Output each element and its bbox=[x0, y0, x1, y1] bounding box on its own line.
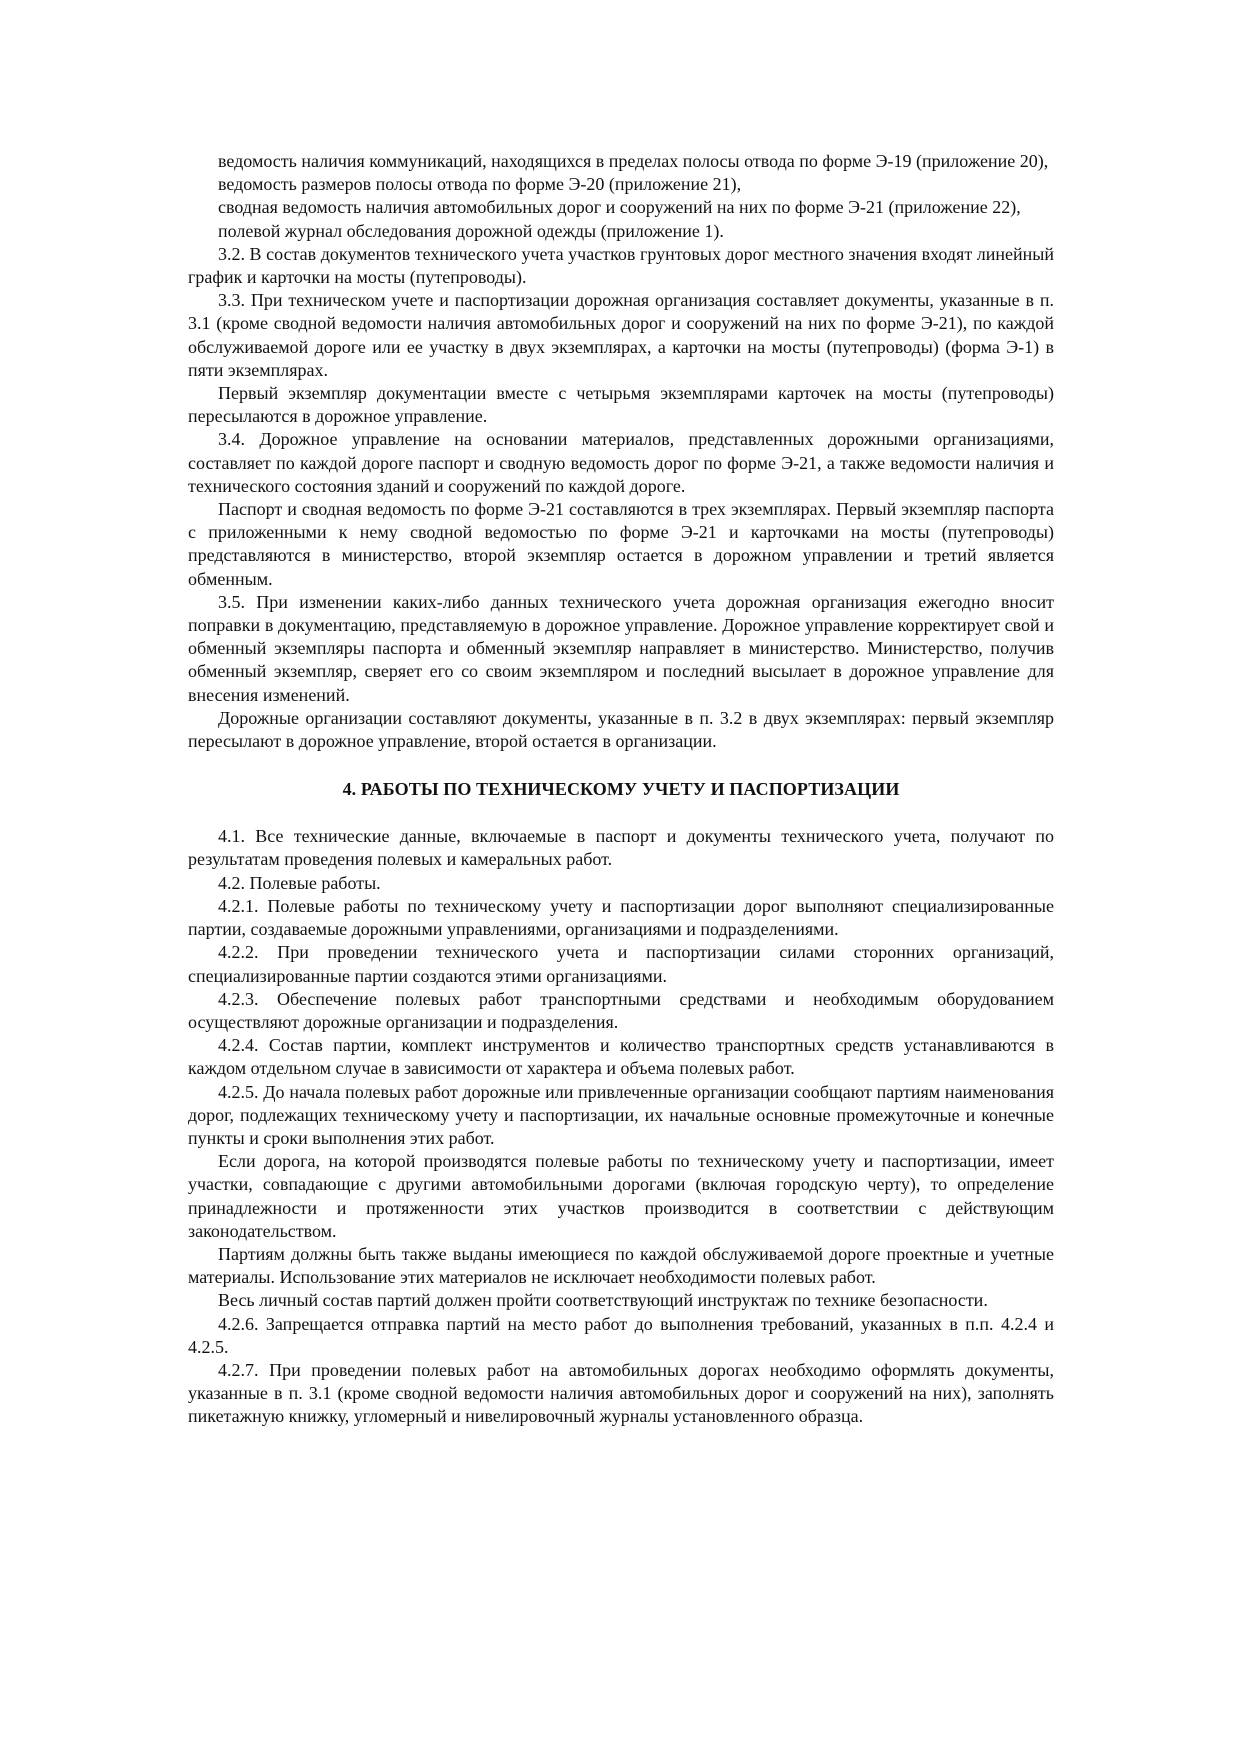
paragraph: ведомость размеров полосы отвода по форме Э-20 (приложение 21), bbox=[218, 174, 742, 195]
paragraph: 4.2.6. Запрещается отправка партий на место работ до выполнения требований, указанных в п.п. 4.2.4 и 4.2.5. bbox=[188, 1313, 1054, 1357]
paragraph: 4.1. Все технические данные, включаемые в паспорт и документы технического учета, получают по результатам проведения полевых и камеральных работ. bbox=[188, 826, 1054, 870]
paragraph: 4.2.5. До начала полевых работ дорожные или привлеченные организации сообщают партиям наименования дорог, подлежащих техническому учету и паспортизации, их начальные основные промежуточные и конечные пункты и сроки выполнения этих работ. bbox=[188, 1081, 1054, 1148]
paragraph: Весь личный состав партий должен пройти соответствующий инструктаж по технике безопасности. bbox=[218, 1290, 988, 1311]
paragraph: 3.3. При техническом учете и паспортизации дорожная организация составляет документы, указанные в п. 3.1 (кроме сводной ведомости наличия автомобильных дорог и сооружений на них по форме Э-21), по каждой обслуживаемой дороге или ее участку в двух экземплярах, а карточки на мосты (путепроводы) (форма Э-1) в пяти экземплярах. bbox=[188, 290, 1054, 380]
paragraph: Первый экземпляр документации вместе с четырьмя экземплярами карточек на мосты (путепроводы) пересылаются в дорожное управление. bbox=[188, 383, 1054, 427]
paragraph: Если дорога, на которой производятся полевые работы по техническому учету и паспортизации, имеет участки, совпадающие с другими автомобильными дорогами (включая городскую черту), то определение принадлежности и протяженности этих участков производится в соответствии с действующим законодательством. bbox=[188, 1151, 1054, 1241]
paragraph: ведомость наличия коммуникаций, находящихся в пределах полосы отвода по форме Э-19 (приложение 20), bbox=[218, 151, 1049, 171]
paragraph: Дорожные организации составляют документы, указанные в п. 3.2 в двух экземплярах: первый экземпляр пересылают в дорожное управление, второй остается в организации. bbox=[188, 707, 1054, 752]
paragraph: 4.2.3. Обеспечение полевых работ транспортными средствами и необходимым оборудованием осуществляют дорожные организации и подразделения. bbox=[188, 988, 1054, 1032]
paragraph: Партиям должны быть также выданы имеющиеся по каждой обслуживаемой дороге проектные и учетные материалы. Использование этих материалов не исключает необходимости полевых работ. bbox=[188, 1243, 1054, 1288]
paragraph: полевой журнал обследования дорожной одежды (приложение 1). bbox=[218, 220, 724, 241]
section-heading: 4. РАБОТЫ ПО ТЕХНИЧЕСКОМУ УЧЕТУ И ПАСПОРТИЗАЦИИ bbox=[342, 779, 900, 800]
paragraph: 4.2.4. Состав партии, комплект инструментов и количество транспортных средств устанавливаются в каждом отдельном случае в зависимости от характера и объема полевых работ. bbox=[188, 1035, 1054, 1079]
paragraph: 4.2.7. При проведении полевых работ на автомобильных дорогах необходимо оформлять документы, указанные в п. 3.1 (кроме сводной ведомости наличия автомобильных дорог и сооружений на них), заполнять пикетажную книжку, угломерный и нивелировочный журналы установленного образца. bbox=[188, 1359, 1054, 1427]
paragraph: 3.5. При изменении каких-либо данных технического учета дорожная организация ежегодно вносит поправки в документацию, представляемую в дорожное управление. Дорожное управление корректирует свой и обменный экземпляры паспорта и обменный экземпляр направляет в министерство. Министерство, получив обменный экземпляр, сверяет его со своим экземпляром и последний высылает в дорожное управление для внесения изменений. bbox=[188, 591, 1054, 705]
paragraph: сводная ведомость наличия автомобильных дорог и сооружений на них по форме Э-21 (приложение 22), bbox=[218, 197, 1021, 218]
paragraph: 3.2. В состав документов технического учета участков грунтовых дорог местного значения входят линейный график и карточки на мосты (путепроводы). bbox=[188, 243, 1054, 288]
paragraph: 4.2.2. При проведении технического учета и паспортизации силами сторонних организаций, специализированные партии создаются этими организациями. bbox=[188, 942, 1054, 986]
document-page bbox=[188, 150, 1054, 1429]
paragraph: 4.2.1. Полевые работы по техническому учету и паспортизации дорог выполняют специализированные партии, создаваемые дорожными управлениями, организациями и подразделениями. bbox=[188, 895, 1054, 940]
paragraph: 3.4. Дорожное управление на основании материалов, представленных дорожными организациями, составляет по каждой дороге паспорт и сводную ведомость дорог по форме Э-21, а также ведомости наличия и технического состояния зданий и сооружений по каждой дороге. bbox=[188, 429, 1054, 496]
paragraph: Паспорт и сводная ведомость по форме Э-21 составляются в трех экземплярах. Первый экземпляр паспорта с приложенными к нему сводной ведомостью по форме Э-21 и карточками на мосты (путепроводы) представляются в министерство, второй экземпляр остается в дорожном управлении и третий является обменным. bbox=[188, 499, 1054, 589]
paragraph: 4.2. Полевые работы. bbox=[218, 872, 381, 893]
